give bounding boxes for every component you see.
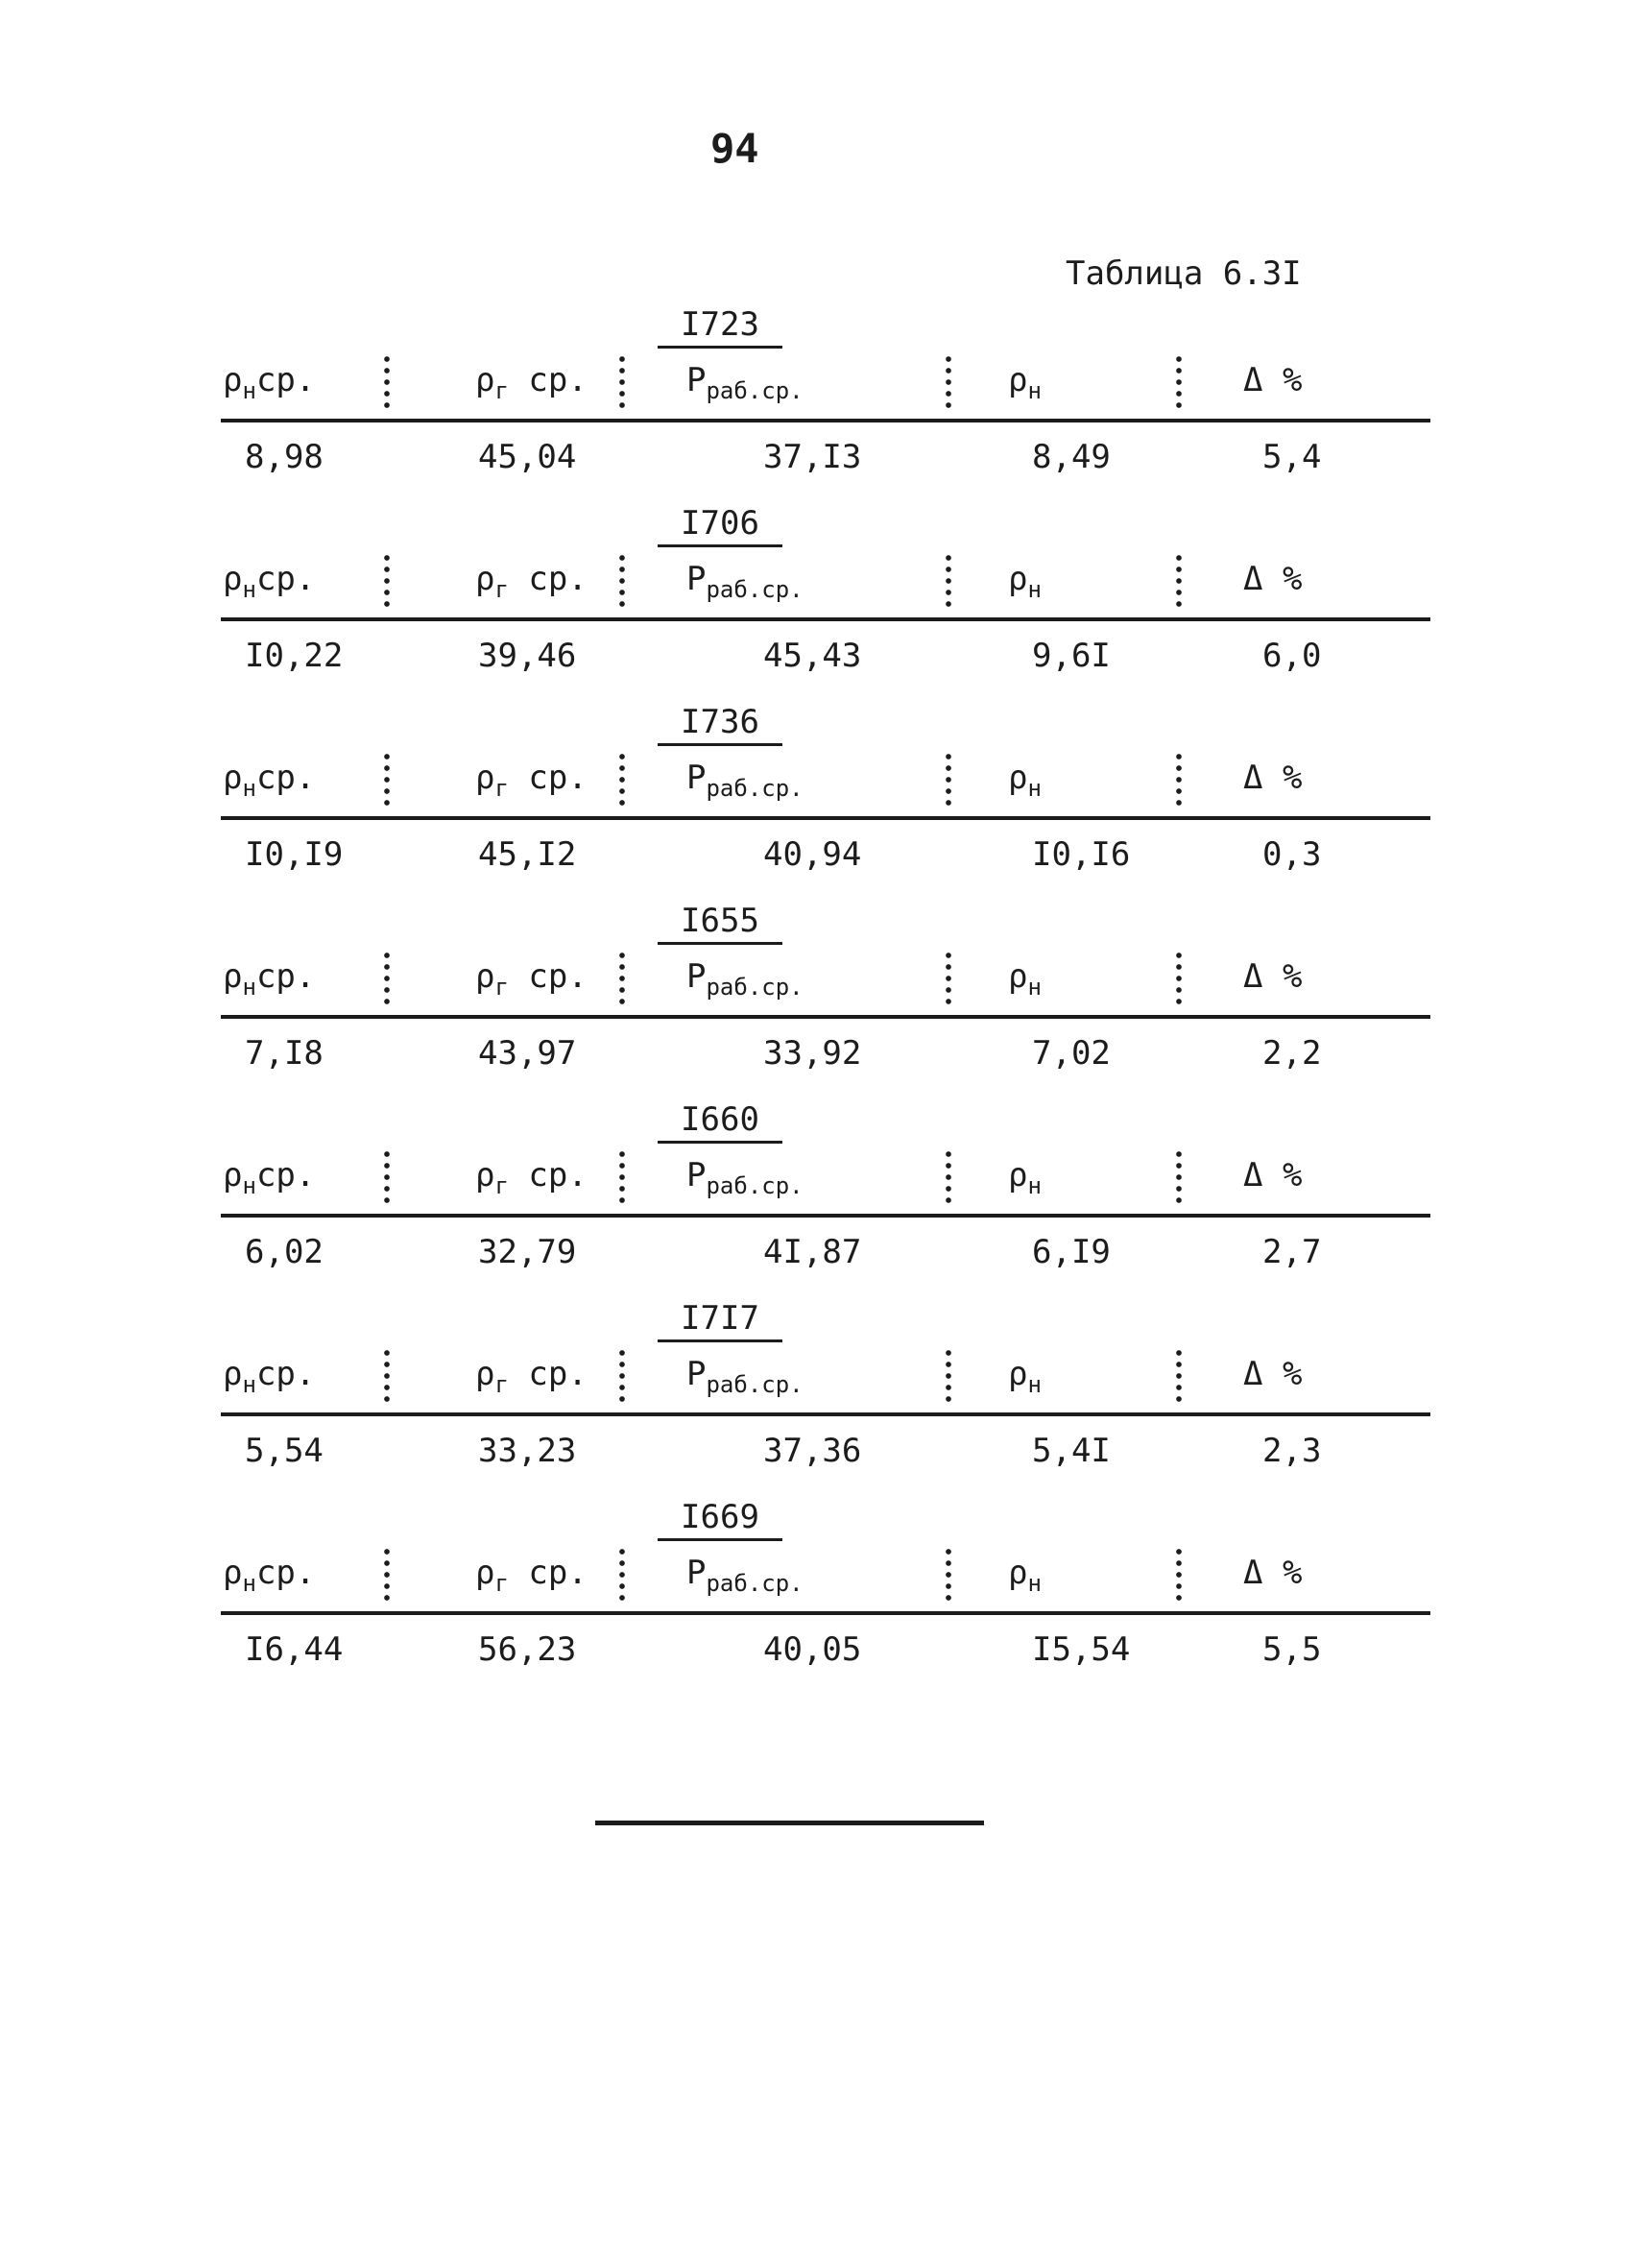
header-delta-percent: Δ % xyxy=(1243,1554,1303,1592)
header-rule xyxy=(221,816,1430,820)
header-symbol: ρ xyxy=(223,1554,243,1592)
measurement-block xyxy=(221,1498,1430,1680)
header-p-work-avg xyxy=(686,1156,804,1199)
header-subscript: н xyxy=(242,774,256,802)
column-separator xyxy=(946,1148,951,1206)
column-separator xyxy=(384,950,390,1007)
header-symbol: ρ xyxy=(1008,957,1028,996)
column-separator xyxy=(384,353,390,411)
value-delta-percent: 6,0 xyxy=(1262,637,1322,675)
header-subscript: н xyxy=(242,376,256,404)
column-separator xyxy=(619,552,625,610)
header-subscript: г xyxy=(494,575,509,603)
block-id: I7I7 xyxy=(658,1299,782,1342)
header-symbol: ρ xyxy=(475,1355,495,1393)
block-id: I669 xyxy=(658,1498,782,1541)
header-subscript: н xyxy=(1027,1370,1042,1398)
header-subscript: н xyxy=(1027,774,1042,802)
column-separator xyxy=(619,1546,625,1604)
header-symbol: P xyxy=(686,957,707,996)
header-rho-n xyxy=(1008,1355,1042,1398)
value-rho-n-avg: I0,22 xyxy=(245,637,344,675)
column-separator xyxy=(946,1546,951,1604)
measurement-block xyxy=(221,1100,1430,1283)
header-p-work-avg xyxy=(686,1554,804,1597)
header-delta-percent: Δ % xyxy=(1243,560,1303,598)
header-p-work-avg xyxy=(686,1355,804,1398)
column-separator xyxy=(384,1546,390,1604)
header-symbol: ρ xyxy=(1008,1355,1028,1393)
value-delta-percent: 0,3 xyxy=(1262,835,1322,874)
value-rho-g-avg: 43,97 xyxy=(478,1034,577,1073)
value-rho-n: 6,I9 xyxy=(1032,1233,1111,1271)
header-subscript: раб.ср. xyxy=(706,973,804,1001)
value-rho-n-avg: 7,I8 xyxy=(245,1034,324,1073)
value-rho-n: 9,6I xyxy=(1032,637,1111,675)
header-symbol: ρ xyxy=(1008,1554,1028,1592)
value-rho-n-avg: 8,98 xyxy=(245,438,324,476)
measurement-block xyxy=(221,902,1430,1084)
header-delta-percent: Δ % xyxy=(1243,361,1303,399)
header-symbol: ρ xyxy=(1008,759,1028,797)
header-rule xyxy=(221,1412,1430,1416)
value-p-work-avg: 37,36 xyxy=(763,1432,862,1470)
header-symbol: P xyxy=(686,361,707,399)
header-rule xyxy=(221,1214,1430,1218)
value-rho-n-avg: I0,I9 xyxy=(245,835,344,874)
header-subscript: г xyxy=(494,1569,509,1597)
header-tail: ср. xyxy=(255,560,316,598)
block-id: I660 xyxy=(658,1100,782,1144)
block-id: I655 xyxy=(658,902,782,945)
header-subscript: н xyxy=(1027,575,1042,603)
header-subscript: раб.ср. xyxy=(706,376,804,404)
value-rho-g-avg: 39,46 xyxy=(478,637,577,675)
column-separator xyxy=(946,1347,951,1405)
header-subscript: н xyxy=(1027,376,1042,404)
header-rho-n-avg xyxy=(223,1156,315,1199)
table-caption: Таблица 6.3I xyxy=(1066,254,1302,293)
header-symbol: ρ xyxy=(223,1156,243,1194)
value-rho-n: I5,54 xyxy=(1032,1630,1131,1669)
header-rho-n-avg xyxy=(223,1355,315,1398)
header-tail: ср. xyxy=(528,1554,588,1592)
value-p-work-avg: 4I,87 xyxy=(763,1233,862,1271)
header-symbol: P xyxy=(686,1554,707,1592)
block-id: I736 xyxy=(658,703,782,746)
header-rho-n xyxy=(1008,759,1042,802)
measurement-block xyxy=(221,703,1430,885)
header-tail: ср. xyxy=(528,560,588,598)
header-p-work-avg xyxy=(686,957,804,1001)
column-separator xyxy=(619,751,625,808)
header-subscript: н xyxy=(1027,1171,1042,1199)
header-tail: ср. xyxy=(528,361,588,399)
header-subscript: н xyxy=(242,1370,256,1398)
header-rho-g-avg xyxy=(475,1156,588,1199)
header-symbol: ρ xyxy=(223,957,243,996)
value-delta-percent: 5,4 xyxy=(1262,438,1322,476)
block-id: I723 xyxy=(658,305,782,349)
measurement-block xyxy=(221,504,1430,687)
value-rho-g-avg: 32,79 xyxy=(478,1233,577,1271)
header-rho-g-avg xyxy=(475,560,588,603)
header-symbol: ρ xyxy=(475,759,495,797)
header-rho-n-avg xyxy=(223,957,315,1001)
header-subscript: г xyxy=(494,1370,509,1398)
header-delta-percent: Δ % xyxy=(1243,1355,1303,1393)
value-rho-g-avg: 33,23 xyxy=(478,1432,577,1470)
header-subscript: раб.ср. xyxy=(706,1370,804,1398)
header-p-work-avg xyxy=(686,560,804,603)
header-symbol: ρ xyxy=(223,361,243,399)
header-rho-n xyxy=(1008,1554,1042,1597)
header-subscript: раб.ср. xyxy=(706,1171,804,1199)
column-separator xyxy=(946,353,951,411)
header-symbol: ρ xyxy=(223,1355,243,1393)
value-delta-percent: 2,3 xyxy=(1262,1432,1322,1470)
value-rho-g-avg: 45,04 xyxy=(478,438,577,476)
header-symbol: ρ xyxy=(475,957,495,996)
value-rho-g-avg: 45,I2 xyxy=(478,835,577,874)
header-symbol: P xyxy=(686,759,707,797)
value-p-work-avg: 37,I3 xyxy=(763,438,862,476)
value-p-work-avg: 40,05 xyxy=(763,1630,862,1669)
header-tail: ср. xyxy=(528,957,588,996)
header-subscript: г xyxy=(494,774,509,802)
header-symbol: ρ xyxy=(223,560,243,598)
header-symbol: ρ xyxy=(1008,1156,1028,1194)
header-rho-n-avg xyxy=(223,560,315,603)
column-separator xyxy=(384,751,390,808)
header-symbol: ρ xyxy=(475,1554,495,1592)
column-separator xyxy=(619,1347,625,1405)
value-rho-n-avg: 5,54 xyxy=(245,1432,324,1470)
header-tail: ср. xyxy=(255,759,316,797)
header-rho-n xyxy=(1008,361,1042,404)
header-symbol: P xyxy=(686,1355,707,1393)
header-p-work-avg xyxy=(686,361,804,404)
column-separator xyxy=(1176,1347,1182,1405)
value-rho-n: 8,49 xyxy=(1032,438,1111,476)
header-rule xyxy=(221,617,1430,621)
value-rho-g-avg: 56,23 xyxy=(478,1630,577,1669)
header-tail: ср. xyxy=(528,1355,588,1393)
header-rho-n xyxy=(1008,1156,1042,1199)
header-p-work-avg xyxy=(686,759,804,802)
header-rho-n-avg xyxy=(223,361,315,404)
column-separator xyxy=(1176,1546,1182,1604)
header-rho-g-avg xyxy=(475,1554,588,1597)
header-subscript: н xyxy=(242,575,256,603)
header-symbol: P xyxy=(686,560,707,598)
header-delta-percent: Δ % xyxy=(1243,759,1303,797)
header-subscript: раб.ср. xyxy=(706,575,804,603)
column-separator xyxy=(1176,950,1182,1007)
header-rho-g-avg xyxy=(475,957,588,1001)
column-separator xyxy=(619,950,625,1007)
header-rho-g-avg xyxy=(475,361,588,404)
column-separator xyxy=(384,552,390,610)
value-p-work-avg: 40,94 xyxy=(763,835,862,874)
header-tail: ср. xyxy=(528,759,588,797)
header-rule xyxy=(221,1611,1430,1615)
header-tail: ср. xyxy=(255,1156,316,1194)
header-subscript: н xyxy=(242,1569,256,1597)
end-rule xyxy=(595,1821,984,1825)
column-separator xyxy=(946,950,951,1007)
header-rho-n-avg xyxy=(223,1554,315,1597)
column-separator xyxy=(619,353,625,411)
value-rho-n-avg: 6,02 xyxy=(245,1233,324,1271)
column-separator xyxy=(384,1148,390,1206)
header-delta-percent: Δ % xyxy=(1243,957,1303,996)
header-rho-g-avg xyxy=(475,1355,588,1398)
value-rho-n: I0,I6 xyxy=(1032,835,1131,874)
header-subscript: г xyxy=(494,376,509,404)
header-rho-n xyxy=(1008,957,1042,1001)
header-tail: ср. xyxy=(255,1554,316,1592)
header-rho-g-avg xyxy=(475,759,588,802)
value-rho-n: 7,02 xyxy=(1032,1034,1111,1073)
column-separator xyxy=(1176,751,1182,808)
header-tail: ср. xyxy=(528,1156,588,1194)
value-rho-n: 5,4I xyxy=(1032,1432,1111,1470)
header-rule xyxy=(221,1015,1430,1019)
header-tail: ср. xyxy=(255,361,316,399)
column-separator xyxy=(946,552,951,610)
value-delta-percent: 5,5 xyxy=(1262,1630,1322,1669)
header-symbol: ρ xyxy=(475,560,495,598)
column-separator xyxy=(619,1148,625,1206)
header-subscript: раб.ср. xyxy=(706,1569,804,1597)
value-p-work-avg: 33,92 xyxy=(763,1034,862,1073)
header-symbol: ρ xyxy=(475,1156,495,1194)
header-subscript: раб.ср. xyxy=(706,774,804,802)
header-symbol: ρ xyxy=(1008,361,1028,399)
header-tail: ср. xyxy=(255,1355,316,1393)
column-separator xyxy=(1176,552,1182,610)
header-symbol: P xyxy=(686,1156,707,1194)
column-separator xyxy=(1176,1148,1182,1206)
measurement-block xyxy=(221,305,1430,488)
header-rule xyxy=(221,419,1430,422)
page-number: 94 xyxy=(710,125,759,172)
header-symbol: ρ xyxy=(223,759,243,797)
value-rho-n-avg: I6,44 xyxy=(245,1630,344,1669)
value-p-work-avg: 45,43 xyxy=(763,637,862,675)
header-subscript: г xyxy=(494,973,509,1001)
value-delta-percent: 2,2 xyxy=(1262,1034,1322,1073)
header-subscript: н xyxy=(1027,1569,1042,1597)
block-id: I706 xyxy=(658,504,782,547)
header-subscript: н xyxy=(242,973,256,1001)
column-separator xyxy=(1176,353,1182,411)
header-subscript: н xyxy=(242,1171,256,1199)
header-symbol: ρ xyxy=(475,361,495,399)
header-subscript: н xyxy=(1027,973,1042,1001)
header-subscript: г xyxy=(494,1171,509,1199)
header-rho-n xyxy=(1008,560,1042,603)
header-symbol: ρ xyxy=(1008,560,1028,598)
header-tail: ср. xyxy=(255,957,316,996)
column-separator xyxy=(384,1347,390,1405)
header-rho-n-avg xyxy=(223,759,315,802)
measurement-block xyxy=(221,1299,1430,1482)
column-separator xyxy=(946,751,951,808)
value-delta-percent: 2,7 xyxy=(1262,1233,1322,1271)
header-delta-percent: Δ % xyxy=(1243,1156,1303,1194)
